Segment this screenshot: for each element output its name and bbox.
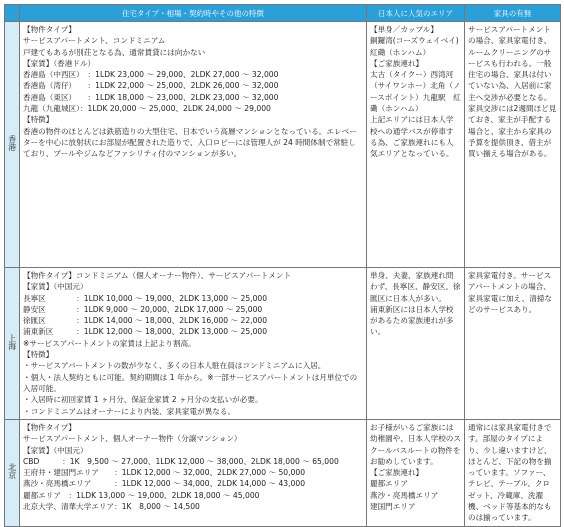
- feature-line: 【物件タイプ】: [23, 423, 76, 432]
- features-cell-hongkong: [20, 22, 367, 268]
- rent-line: 北京大学、清華大学エリア：1K 8,000 〜 14,500: [23, 502, 200, 512]
- header-corner: [5, 5, 20, 22]
- feature-line: 戸建てもあるが別荘となる為、通常賃貸には向かない: [23, 47, 206, 57]
- feature-line: ・コンドミニアムはオーナーにより内装、家具家電が異なる。: [23, 406, 236, 416]
- rent-line: 燕沙・亮馬橋エリア ：1LDK 12,000 〜 34,000、2LDK 14,000 〜 43,000: [23, 479, 306, 489]
- feature-paragraph: 香港の物件のほとんどは鉄筋造りの大型住宅、日本でいう高層マンションとなっている。エレベーターを中心に放射状にお部屋が配置された造りで、入口ロビーには管理人が 24 時間体制で常駐しており、プールやジムなどファシリティ付のマンションが多い。: [23, 126, 357, 159]
- area-line: 太古（タイクー）西湾河（サイワンホー）北角（ノースポイント）九龍駅 紅磡（ホンハム）: [370, 70, 461, 114]
- rent-line: 静安区 ：1LDK 9,000 〜 20,000、2LDK 17,000 〜 25,000: [23, 304, 263, 314]
- features-cell-shanghai: [20, 268, 367, 420]
- rent-line: 香港島（中西区） ：1LDK 23,000 〜 29,000、2LDK 27,000 〜 32,000: [23, 70, 279, 80]
- feature-line: 【物件タイプ】コンドミニアム（個人オーナー物件）、サービスアパートメント: [23, 271, 292, 280]
- city-label-hongkong: 香港: [5, 22, 20, 268]
- rent-line: 麗都エリア ：1LDK 13,000 〜 19,000、2LDK 18,000 〜 45,000: [23, 490, 260, 500]
- rent-line: 徐匯区 ：1LDK 14,000 〜 18,000、2LDK 16,000 〜 22,000: [23, 316, 268, 326]
- furniture-cell-beijing: [465, 420, 561, 527]
- feature-line: 【物件タイプ】: [23, 25, 76, 34]
- area-note: 浦東新区には日本人学校があるため家族連れが多い。: [370, 304, 454, 337]
- table-header-row: [5, 5, 561, 22]
- rent-line: 浦東新区 ：1LDK 12,000 〜 18,000、2LDK 13,000 〜 25,000: [23, 327, 268, 337]
- areas-cell-shanghai: [367, 268, 465, 420]
- area-line: 紅磡（ホンハム）: [370, 47, 431, 57]
- areas-cell-beijing: [367, 420, 465, 527]
- housing-comparison-table: [4, 4, 561, 527]
- areas-cell-hongkong: [367, 22, 465, 268]
- feature-line: 【特徴】: [23, 350, 54, 360]
- furniture-text: 家具家電付き。サービスアパートメントの場合、家具家電に加え、清掃などのサービスあり。: [468, 271, 552, 314]
- table-row-shanghai: [5, 268, 561, 420]
- feature-line: ・個人・法人契約ともに可能。契約期間は 1 年から。※一部サービスアパートメントは月単位での入居可能。: [23, 372, 358, 393]
- rent-line: 王府井・建国門エリア ：1LDK 12,000 〜 32,000、2LDK 27,000 〜 50,000: [23, 468, 306, 478]
- rent-line: 香港島（湾仔） ：1LDK 22,000 〜 25,000、2LDK 26,000 〜 32,000: [23, 81, 279, 91]
- rent-line: 長寧区 ：1LDK 10,000 〜 19,000、2LDK 13,000 〜 25,000: [23, 293, 268, 303]
- features-cell-beijing: [20, 420, 367, 527]
- area-note: お子様がいるご家族には幼稚園や、日本人学校のスクールバスルートの物件をお勧めしています。: [370, 423, 461, 466]
- furniture-text: サービスアパートメントの場合、家具家電付き、ルームクリーニングのサービスも行われる。一般住宅の場合、家具は付いていない為、入居前に家主へ交渉が必要となる。家具交渉には2週間ほど見ておき、家主が手配する場合と、家主から家具の予算を提供頂き、借主が買い揃える場合がある。: [468, 25, 557, 159]
- header-popular-areas: 日本人に人気のエリア: [367, 5, 465, 22]
- header-features: 住宅タイプ・相場・契約時やその他の特徴: [20, 5, 367, 22]
- feature-line: ・入居時に初回家賃 1 ヶ月分、保証金家賃 2 ヶ月分の支払いが必要。: [23, 395, 263, 405]
- area-line: 【ご家族連れ】: [370, 468, 424, 478]
- feature-line: 【家賃】（中国元）: [23, 282, 88, 292]
- area-line: 銅鑼湾(コーズウェイベイ): [370, 36, 459, 46]
- feature-line: 【家賃】（中国元）: [23, 445, 88, 455]
- rent-line: CBD ：1K 9,500 〜 27,000、1LDK 12,000 〜 38,000、2LDK 18,000 〜 65,000: [23, 456, 339, 466]
- area-note: 上記エリアには日本人学校への通学バスが停車する為、ご家族連れにも人気エリアとなっている。: [370, 115, 454, 159]
- feature-line: 【特徴】: [23, 115, 54, 125]
- area-line: 【単身／カップル】: [370, 25, 438, 34]
- furniture-text: 通常には家具家電付きです。部屋のタイプにより、少し違いますけど、ほとんど、下記の物を揃っています。ソファー、テレビ、テーブル、クロゼット、冷蔵庫、洗濯機、ベッド等基本的なものは揃っています。: [468, 423, 552, 523]
- city-label-shanghai: 上海: [5, 268, 20, 420]
- rent-line: 九龍（九龍城区）：1LDK 20,000 〜 25,000、2LDK 24,000 〜 29,000: [23, 104, 271, 114]
- feature-line: ※サービスアパートメントの家賃は上記より割高。: [23, 338, 196, 348]
- furniture-cell-hongkong: [465, 22, 561, 268]
- furniture-cell-shanghai: [465, 268, 561, 420]
- feature-line: サービスアパートメント、個人オーナー物件（分譲マンション）: [23, 434, 242, 444]
- feature-line: 【家賃】（香港ドル）: [23, 58, 96, 68]
- area-line: 燕沙・亮馬橋エリア: [370, 490, 439, 500]
- table-row-beijing: [5, 420, 561, 527]
- table-row-hongkong: [5, 22, 561, 268]
- rent-line: 香港島（東区） ：1LDK 18,000 〜 23,000、2LDK 23,000 〜 32,000: [23, 92, 279, 102]
- header-furniture: 家具の有無: [465, 5, 561, 22]
- area-line: 【ご家族連れ】: [370, 58, 424, 68]
- city-label-beijing: 北京: [5, 420, 20, 527]
- area-line: 建国門エリア: [370, 502, 416, 512]
- area-note: 単身、夫妻、家族連れ問わず、長寧区、静安区、徐匯区に日本人が多い。: [370, 271, 461, 303]
- feature-line: サービスアパートメント、コンドミニアム: [23, 36, 166, 46]
- feature-line: ・サービスアパートメントの数が少なく、多くの日本人駐在員はコンドミニアムに入居。: [23, 361, 326, 371]
- area-line: 麗都エリア: [370, 479, 408, 489]
